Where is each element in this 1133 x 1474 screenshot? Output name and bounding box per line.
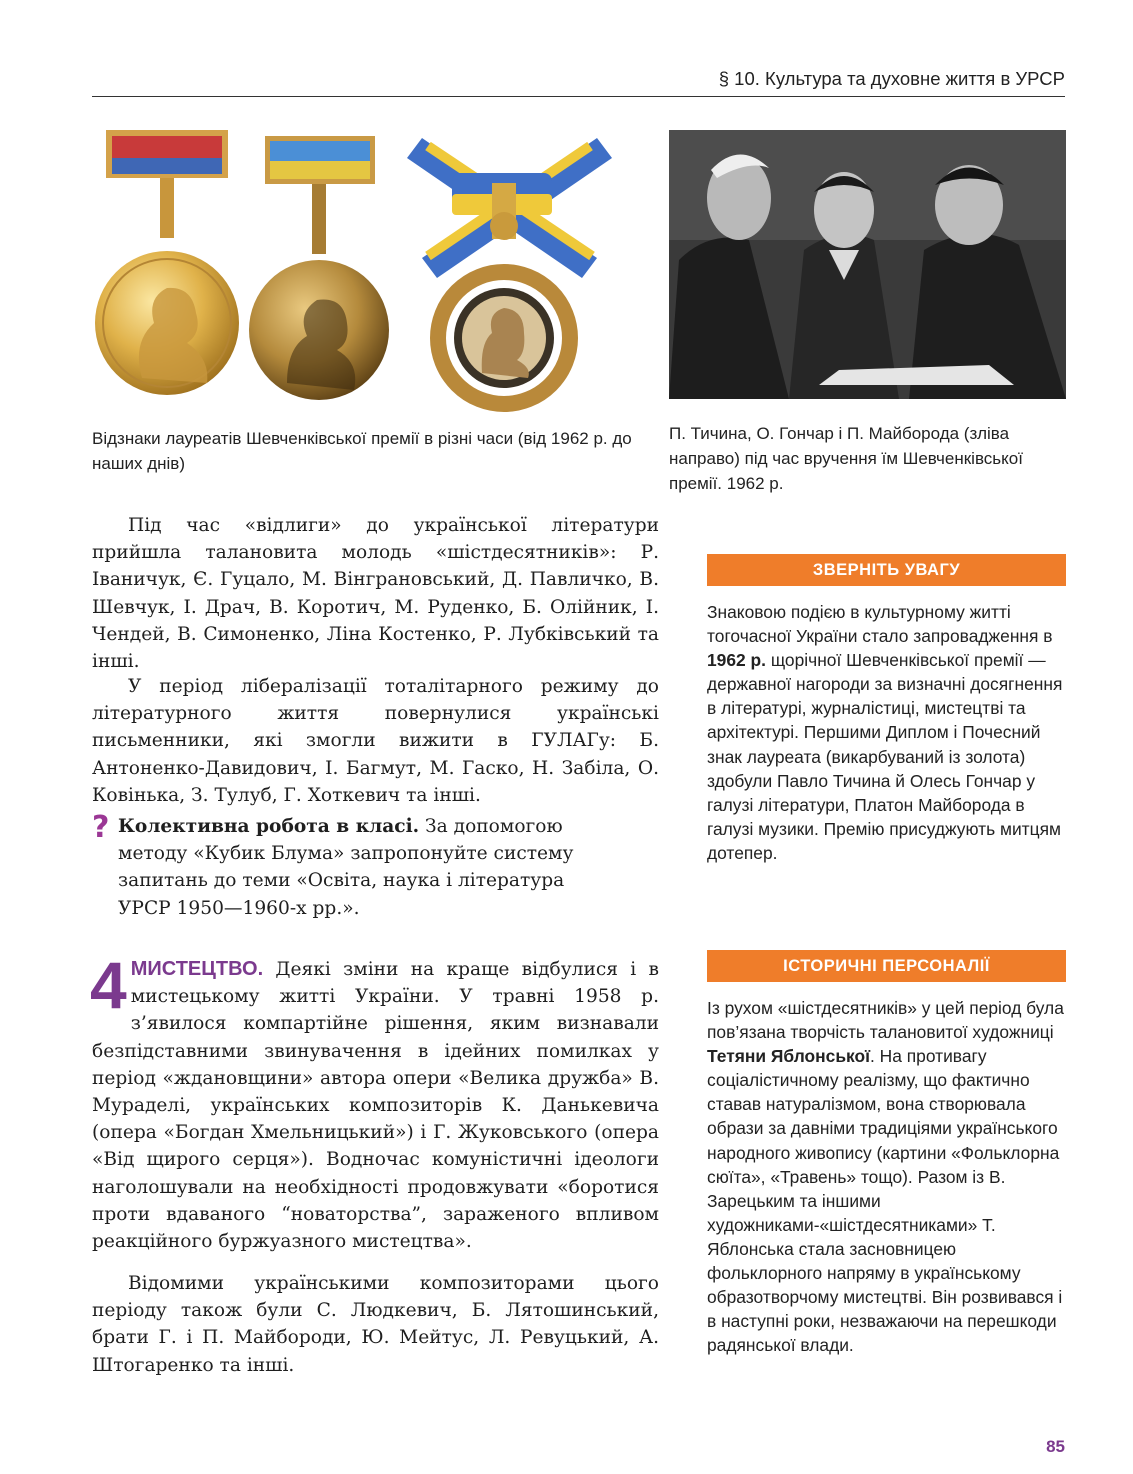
section-art: 4 МИСТЕЦТВО. Деякі зміни на краще відбулися і в мистецькому житті України. У травні 1958 р. з’явилося компартійне рішення, яким визнавали безпідставними звинувачення в ідейних помилках у період «ждановщини» автора опери «Велика дружба» В. Мураделі, українських композиторів К. Данькевича (опера «Богдан Хмельницький») і Г. Жуковського (опера «Від щирого серця»). Водночас комуністичні ідеологи наголошували на необхідності продовжувати «боротися проти вдаваного “новаторства”, зараженого впливом реакційного буржуазного мистецтва». — [90, 948, 659, 1253]
question-text: Колективна робота в класі. За допомогою методу «Кубик Блума» запропонуйте систему запитань до теми «Освіта, наука і література УРСР 1950—1960-х рр.». — [118, 816, 574, 919]
section-number: 4 — [90, 948, 127, 1022]
attention-heading: ЗВЕРНІТЬ УВАГУ — [707, 554, 1066, 586]
running-header — [92, 62, 1065, 97]
personalities-heading: ІСТОРИЧНІ ПЕРСОНАЛІЇ — [707, 950, 1066, 982]
attention-box — [707, 554, 1066, 865]
paragraph-sixtiers: Під час «відлиги» до української літератури прийшла талановита молодь «шістдесятників»: Р. Іваничук, Є. Гуцало, М. Вінграновський, Д. Павличко, В. Шевчук, І. Драч, В. Коротич, М. Руденко, Б. Олійник, І. Чендей, В. Симоненко, Ліна Костенко, Р. Лубківський та інші. — [92, 515, 659, 673]
medal-modern — [407, 138, 612, 404]
header-title: § 10. Культура та духовне життя в УРСР — [718, 68, 1065, 89]
attention-text: Знаковою подією в культурному житті тогочасної України стало запровадження в 1962 р. щорічної Шевченківської премії — державної нагороди за визначні досягнення в літературі, журналістиці, мистецтві та архітектурі. Першими Диплом і Почесний знак лауреата (викарбуваний із золота) здобули Павло Тичина й Олесь Гончар у галузі літератури, Платон Майборода в галузі музики. Премію присуджують митцям дотепер. — [707, 602, 1063, 863]
paragraph-liberalization: У період лібералізації тоталітарного режиму до літературного життя повернулися українські письменники, які змогли вижити в ГУЛАГу: Б. Антоненко-Давидович, І. Багмут, М. Гаско, Н. Забіла, О. Ковінька, З. Тулуб, Г. Хоткевич та інші. — [92, 676, 659, 806]
photo-caption: П. Тичина, О. Гончар і П. Майборода (зліва направо) під час вручення їм Шевченківської премії. 1962 р. — [669, 424, 1023, 493]
laureates-photo — [669, 130, 1066, 399]
page-number: 85 — [1046, 1437, 1065, 1456]
personalities-box — [707, 950, 1066, 1357]
medal-1962 — [95, 130, 239, 395]
question-icon: ? — [92, 810, 110, 845]
medals-image — [92, 128, 622, 418]
personalities-text: Із рухом «шістдесятників» у цей період була пов’язана творчість талановитої художниці Тетяни Яблонської. На противагу соціалістичному реалізму, що фактично ставав натуралізмом, вона створювала образи за давніми традиціями українського народного живопису (картини «Фольклорна сюїта», «Травень» тощо). Разом із В. Зарецьким та іншими художниками-«шістдесятниками» Т. Яблонська стала засновницею фольклорного напряму в українському образотворчому мистецтві. Він розвивався і в наступні роки, незважаючи на перешкоди радянської влади. — [707, 998, 1064, 1356]
medals-caption: Відзнаки лауреатів Шевченківської премії в різні часи (від 1962 р. до наших днів) — [92, 429, 632, 473]
medal-soviet-period — [249, 136, 389, 400]
paragraph-composers: Відомими українськими композиторами цього періоду також були С. Людкевич, Б. Лятошинський, брати Г. і П. Майбороди, Ю. Мейтус, Л. Ревуцький, А. Штогаренко та інші. — [92, 1273, 659, 1376]
section-title: МИСТЕЦТВО. — [130, 958, 264, 980]
